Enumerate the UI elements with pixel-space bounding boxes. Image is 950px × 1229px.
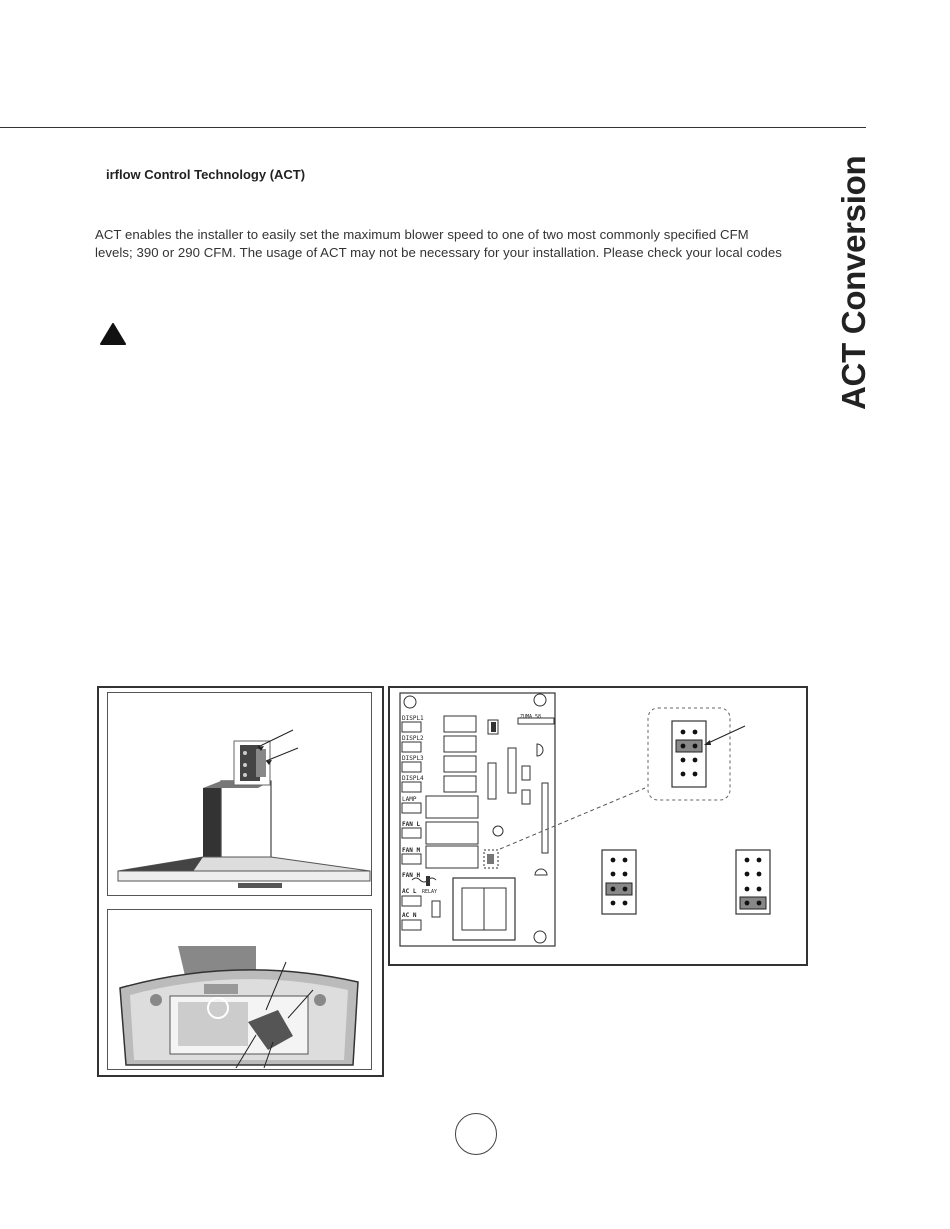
section-heading: irflow Control Technology (ACT) [106,167,306,182]
control-board-diagram [390,688,806,964]
hood-exterior-figure [107,692,372,896]
board-label-relay: RELAY [422,889,438,895]
board-label-displ3: DISPL3 [402,755,424,762]
board-label-ac-l: AC L [402,888,417,895]
control-board-diagram-frame [388,686,808,966]
side-section-title: ACT Conversion [835,155,872,410]
board-label-fan-h: FAN H [402,872,421,879]
board-label-top-strip: ZUMA 58 [520,714,542,720]
body-text-line-1: ACT enables the installer to easily set the maximum blower speed to one of two most commonly specified CFM [95,227,749,242]
header-rule [0,127,866,128]
hood-illustration-frame [97,686,384,1077]
hood-underside-drawing [108,910,371,1069]
board-label-displ4: DISPL4 [402,775,424,782]
warning-triangle-icon [100,323,126,345]
board-label-fan-l: FAN L [402,821,421,828]
hood-underside-figure [107,909,372,1070]
body-text-line-2: levels; 390 or 290 CFM. The usage of ACT may not be necessary for your installation. Please check your local codes [95,245,782,260]
page-number-circle [455,1113,497,1155]
board-label-displ1: DISPL1 [402,715,424,722]
board-label-lamp: LAMP [402,796,417,803]
hood-exterior-drawing [108,693,371,895]
board-label-fan-m: FAN M [402,847,421,854]
board-label-displ2: DISPL2 [402,735,424,742]
board-label-ac-n: AC N [402,912,417,919]
